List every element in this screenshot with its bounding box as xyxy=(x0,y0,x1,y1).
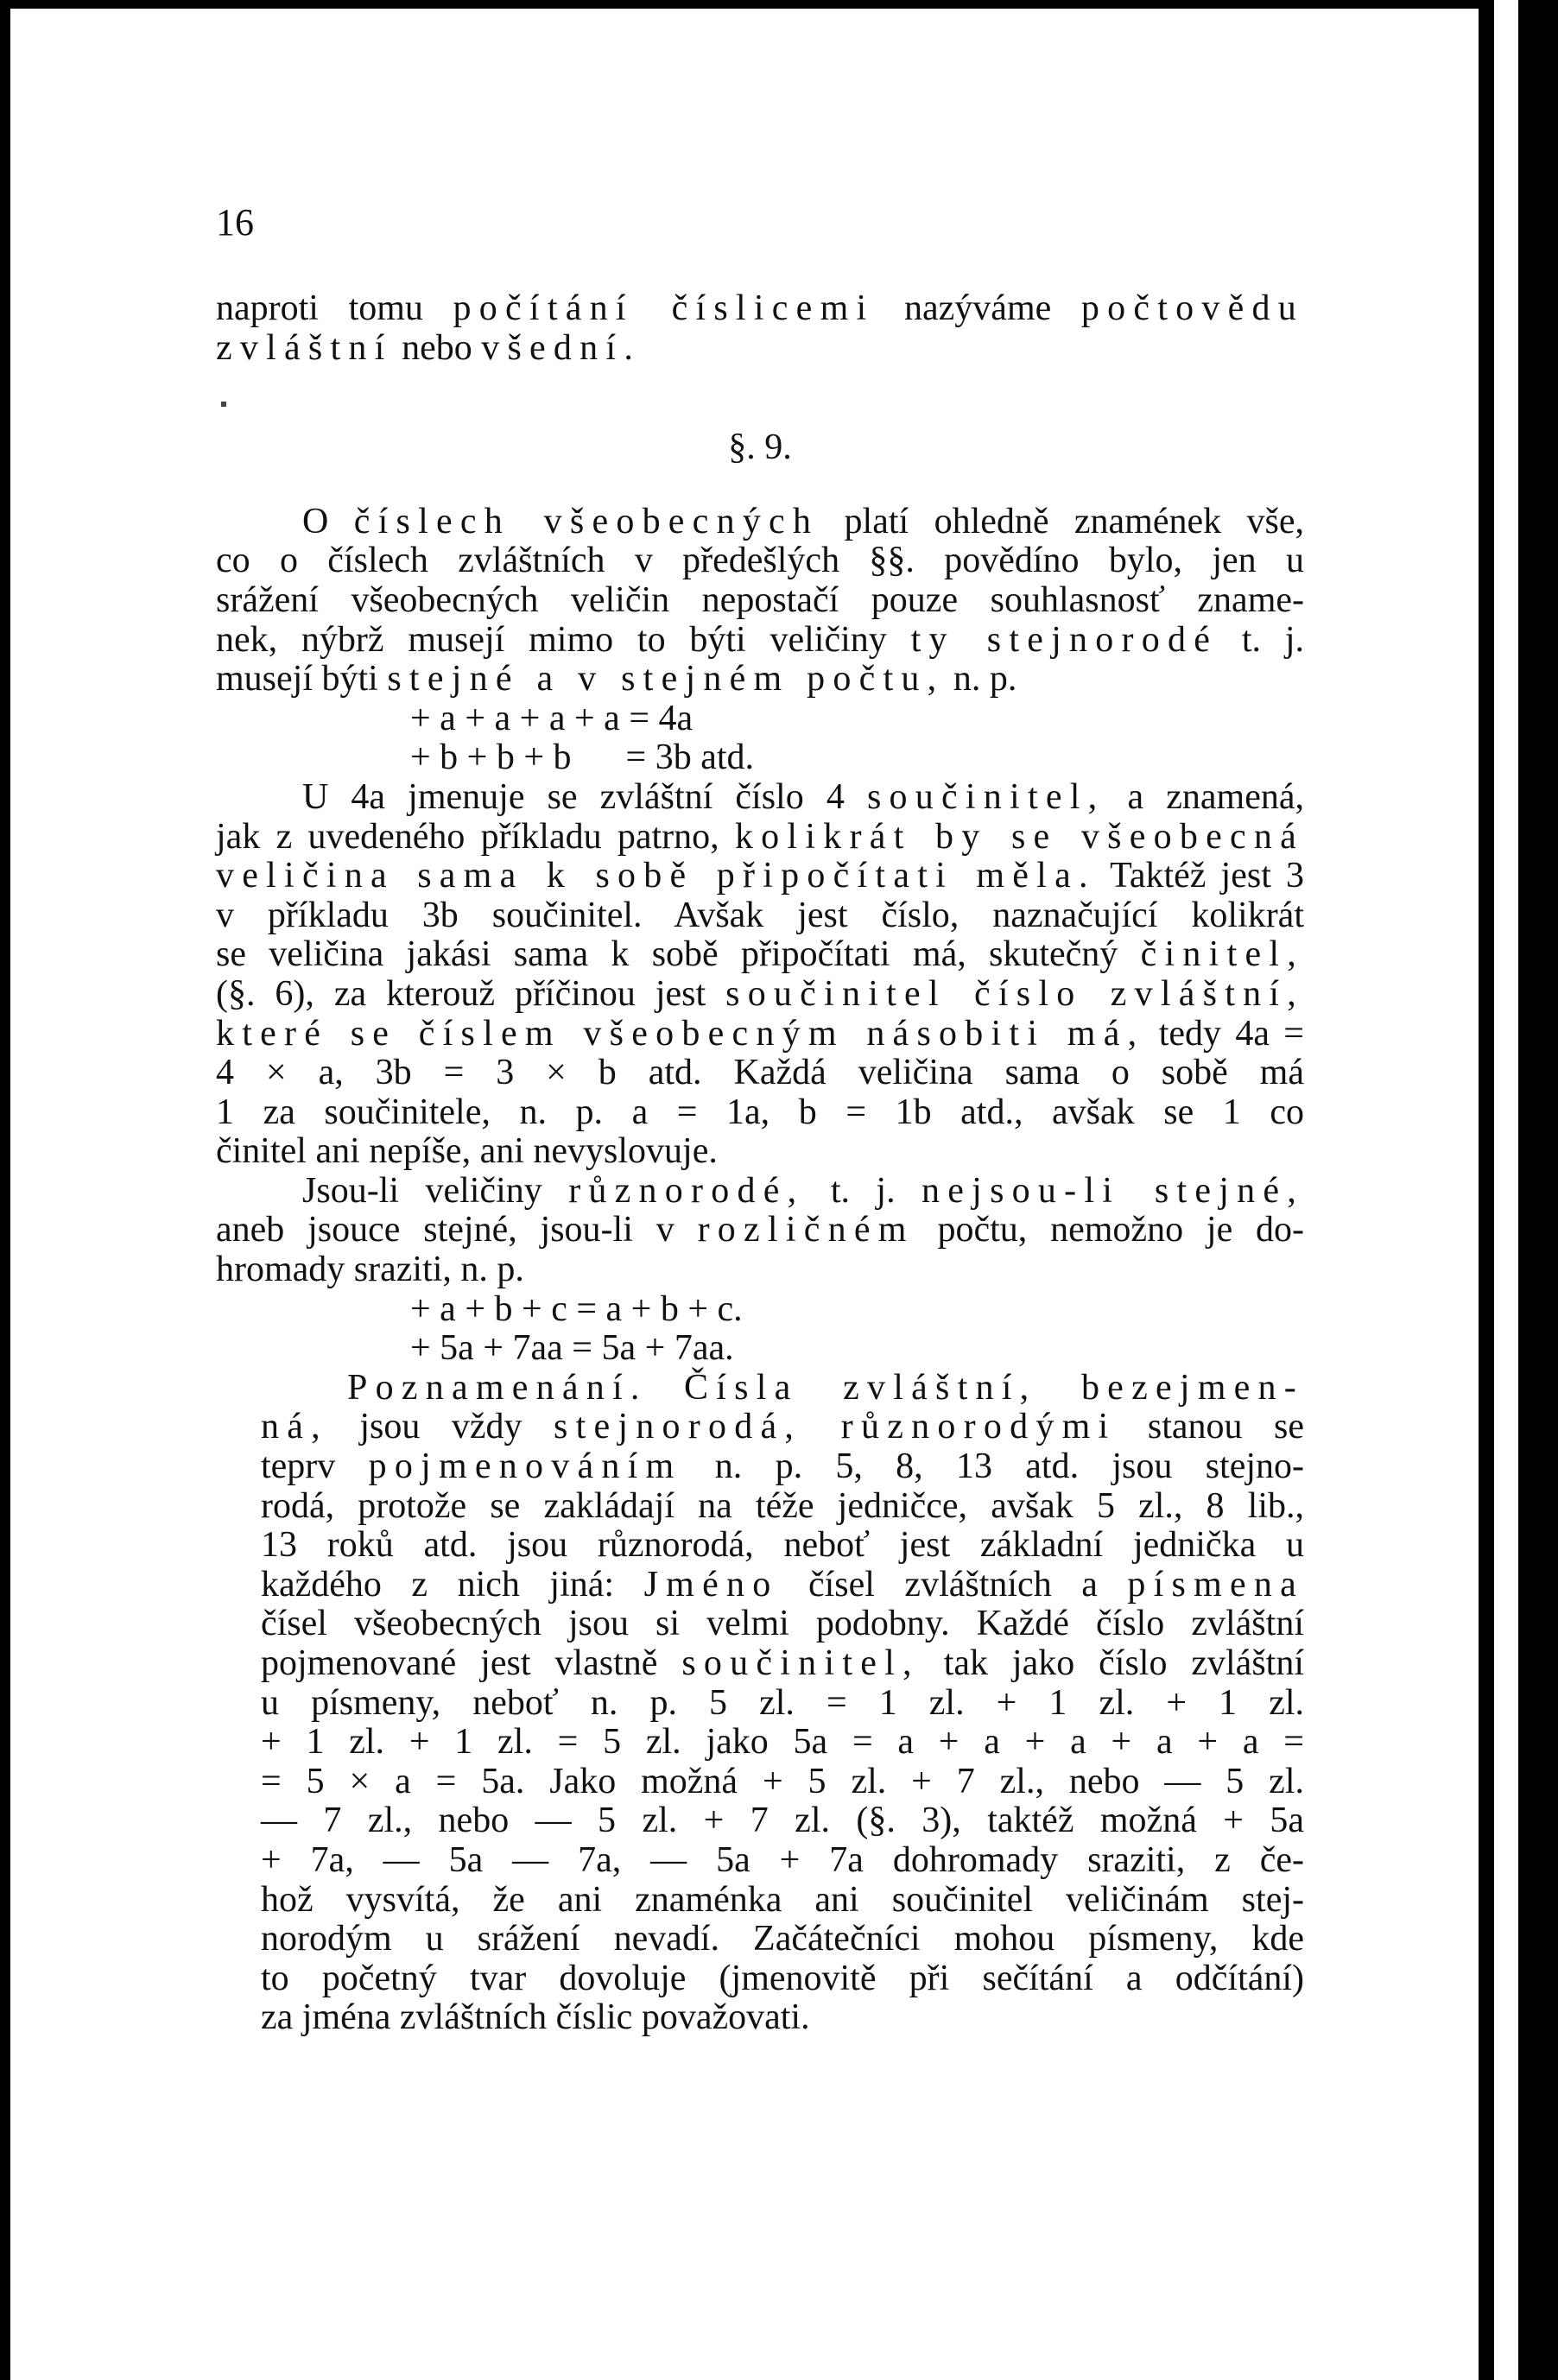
note-line xyxy=(261,1684,1304,1724)
text-run: se veličina jakási sama k sobě připočítati má, skutečný xyxy=(216,934,1118,975)
text-run: 13 roků atd. jsou různorodá, neboť jest základní jednička u xyxy=(261,1525,1304,1566)
text-run: naproti tomu xyxy=(216,288,423,328)
text-run: hož vysvítá, že ani znaménka ani součinitel veličinám stej- xyxy=(261,1879,1304,1920)
note-line xyxy=(261,1998,1304,2038)
page-body xyxy=(216,199,1304,2038)
text-run: = 5 × a = 5a. Jako možná + 5 zl. + 7 zl., nebo — 5 zl. xyxy=(261,1761,1304,1801)
spaced-term: veličina sama k sobě připočítati měla. xyxy=(216,856,1096,896)
text-run: + 1 zl. + 1 zl. = 5 zl. jako 5a = a + a + a + a + a = xyxy=(261,1722,1304,1763)
text-run: každého z nich jiná: xyxy=(261,1564,615,1605)
spaced-term: písmena xyxy=(1127,1564,1305,1605)
text-run: n. p. xyxy=(953,659,1017,699)
text-run: čísel všeobecných jsou si velmi podobny. Každé číslo zvláštní xyxy=(261,1604,1304,1644)
text-run: — 7 zl., nebo — 5 zl. + 7 zl. (§. 3), taktéž možná + 5a xyxy=(261,1801,1304,1841)
spaced-term: Jméno xyxy=(643,1564,779,1605)
text-run: tedy 4a = xyxy=(1158,1013,1304,1054)
note-line xyxy=(261,1566,1304,1605)
spaced-term: počtovědu xyxy=(1080,288,1305,328)
equation-line: + b + b + b = 3b atd. xyxy=(410,737,755,778)
para3-line xyxy=(216,1250,1304,1290)
spaced-term: součinitel číslo zvláštní, xyxy=(725,973,1304,1014)
spaced-term: součinitel, xyxy=(866,776,1105,817)
note-line xyxy=(261,1763,1304,1802)
para1-line xyxy=(216,581,1304,621)
note-line xyxy=(261,1369,1304,1408)
spaced-term: pojmenováním xyxy=(368,1446,682,1487)
para2-line xyxy=(216,778,1304,818)
spaced-term: rozličném xyxy=(697,1210,915,1250)
para2-line xyxy=(216,1093,1304,1133)
text-run: n. p. 5, 8, 13 atd. jsou stejno- xyxy=(714,1446,1305,1487)
equation-line: + a + b + c = a + b + c. xyxy=(410,1288,743,1329)
scan-border-top xyxy=(0,0,1558,9)
note-line xyxy=(261,1526,1304,1566)
para3-line xyxy=(216,1172,1304,1212)
text-run: 1 za součinitele, n. p. a = 1a, b = 1b atd., avšak se 1 co xyxy=(216,1092,1304,1132)
text-run: v příkladu 3b součinitel. Avšak jest číslo, naznačující kolikrát xyxy=(216,895,1304,935)
note-line xyxy=(261,1723,1304,1763)
note-line xyxy=(261,1487,1304,1527)
spaced-term: stejné a v stejném počtu, xyxy=(387,659,945,699)
note-line xyxy=(261,1801,1304,1841)
spaced-term: různorodé, xyxy=(568,1170,805,1211)
text-run: nek, nýbrž musejí mimo to býti veličiny xyxy=(216,619,887,660)
text-run: srážení všeobecných veličin nepostačí pouze souhlasnosť zname- xyxy=(216,579,1304,620)
text-run: stanou se xyxy=(1147,1407,1304,1447)
note-line xyxy=(261,1605,1304,1644)
text-run: to početný tvar dovoluje (jmenovitě při sečítání a odčítání) xyxy=(261,1958,1304,1998)
text-run: jsou vždy xyxy=(359,1407,522,1447)
note-line xyxy=(261,1959,1304,1999)
text-run: čísel zvláštních a xyxy=(808,1564,1098,1605)
text-run: aneb jsouce stejné, jsou-li v xyxy=(216,1210,674,1250)
para1-line xyxy=(216,621,1304,661)
para2-line xyxy=(216,857,1304,896)
spaced-term: nejsou-li stejné, xyxy=(922,1170,1305,1211)
note-heading: Poznamenání. xyxy=(347,1367,648,1408)
text-run: jak z uvedeného příkladu patrno, xyxy=(216,816,719,857)
text-run: platí ohledně znamének vše, xyxy=(844,501,1304,541)
text-run: Jsou-li veličiny xyxy=(302,1170,542,1211)
text-run: 4 × a, 3b = 3 × b atd. Každá veličina sama o sobě má xyxy=(216,1053,1304,1093)
scan-border-right xyxy=(1479,0,1558,2380)
spaced-term: číslech všeobecných xyxy=(353,501,820,541)
equation-line: + a + a + a + a = 4a xyxy=(410,698,694,738)
text-run: tak jako číslo zvláštní xyxy=(943,1643,1305,1683)
scan-border-gap xyxy=(1494,0,1518,2380)
text-run: nazýváme xyxy=(904,288,1052,328)
para1-line xyxy=(216,660,1304,699)
para3-line xyxy=(216,1211,1304,1250)
note-line xyxy=(261,1644,1304,1684)
text-run: + 7a, — 5a — 7a, — 5a + 7a dohromady sraziti, z če- xyxy=(261,1839,1304,1880)
text-run: Taktéž jest 3 xyxy=(1110,856,1304,896)
spaced-term: kolikrát by se všeobecná xyxy=(734,816,1305,857)
spaced-term: součinitel, xyxy=(681,1643,920,1683)
text-run: činitel ani nepíše, ani nevyslovuje. xyxy=(216,1131,718,1172)
note-line xyxy=(261,1447,1304,1487)
page-number: 16 xyxy=(216,201,254,244)
text-run: hromady sraziti, n. p. xyxy=(216,1250,524,1290)
text-run: t. j. xyxy=(830,1170,896,1211)
text-run: rodá, protože se zakládají na téže jedničce, avšak 5 zl., 8 lib., xyxy=(261,1485,1304,1526)
text-run: u písmeny, neboť n. p. 5 zl. = 1 zl. + 1 zl. + 1 zl. xyxy=(261,1682,1304,1723)
text-run: co o číslech zvláštních v předešlých §§. povědíno bylo, jen u xyxy=(216,541,1304,581)
text-run: musejí býti xyxy=(216,659,378,699)
text-run: pojmenované jest vlastně xyxy=(261,1643,658,1683)
text-run: U 4a jmenuje se zvláštní číslo 4 xyxy=(302,776,845,817)
para2-line xyxy=(216,896,1304,936)
spaced-term: počítání číslicemi xyxy=(453,288,875,328)
text-run: za jména zvláštních číslic považovati. xyxy=(261,1997,810,2038)
para2-line xyxy=(216,1132,1304,1172)
para1-line xyxy=(216,541,1304,581)
text-run: t. j. xyxy=(1241,619,1305,660)
spaced-term: zvláštní xyxy=(216,327,393,368)
text-run: počtu, nemožno je do- xyxy=(937,1210,1305,1250)
spaced-term: ty stejnorodé xyxy=(910,619,1219,660)
para2-line xyxy=(216,1015,1304,1054)
note-block xyxy=(216,1369,1304,2038)
para1-line xyxy=(216,503,1304,542)
note-line xyxy=(261,1920,1304,1959)
spaced-term: Čísla zvláštní, bezejmen- xyxy=(683,1367,1304,1408)
spaced-term: všední. xyxy=(481,327,642,368)
note-line xyxy=(261,1408,1304,1447)
para2-line xyxy=(216,935,1304,975)
text-run: nebo xyxy=(402,327,472,368)
text-run: O xyxy=(302,501,329,541)
para2-line xyxy=(216,975,1304,1015)
section-heading: §. 9. xyxy=(728,427,792,468)
equation-line: + 5a + 7aa = 5a + 7aa. xyxy=(410,1328,734,1369)
para2-line xyxy=(216,818,1304,858)
note-line xyxy=(261,1881,1304,1921)
spaced-term: činitel, xyxy=(1140,934,1305,975)
note-line xyxy=(261,1841,1304,1881)
spaced-term: které se číslem všeobecným násobiti má, xyxy=(216,1013,1145,1054)
spaced-term: ná, xyxy=(261,1407,328,1447)
text-run: (§. 6), za kterouž příčinou jest xyxy=(216,973,706,1014)
spaced-term: stejnorodá, různorodými xyxy=(553,1407,1117,1447)
text-run: norodým u srážení nevadí. Začátečníci mohou písmeny, kde xyxy=(261,1919,1304,1959)
text-run: a znamená, xyxy=(1127,776,1304,817)
intro-line-2 xyxy=(216,329,1304,369)
para2-line xyxy=(216,1054,1304,1093)
text-run: teprv xyxy=(261,1446,336,1487)
intro-line-1 xyxy=(216,289,1304,329)
scan-border-left xyxy=(0,0,10,2380)
